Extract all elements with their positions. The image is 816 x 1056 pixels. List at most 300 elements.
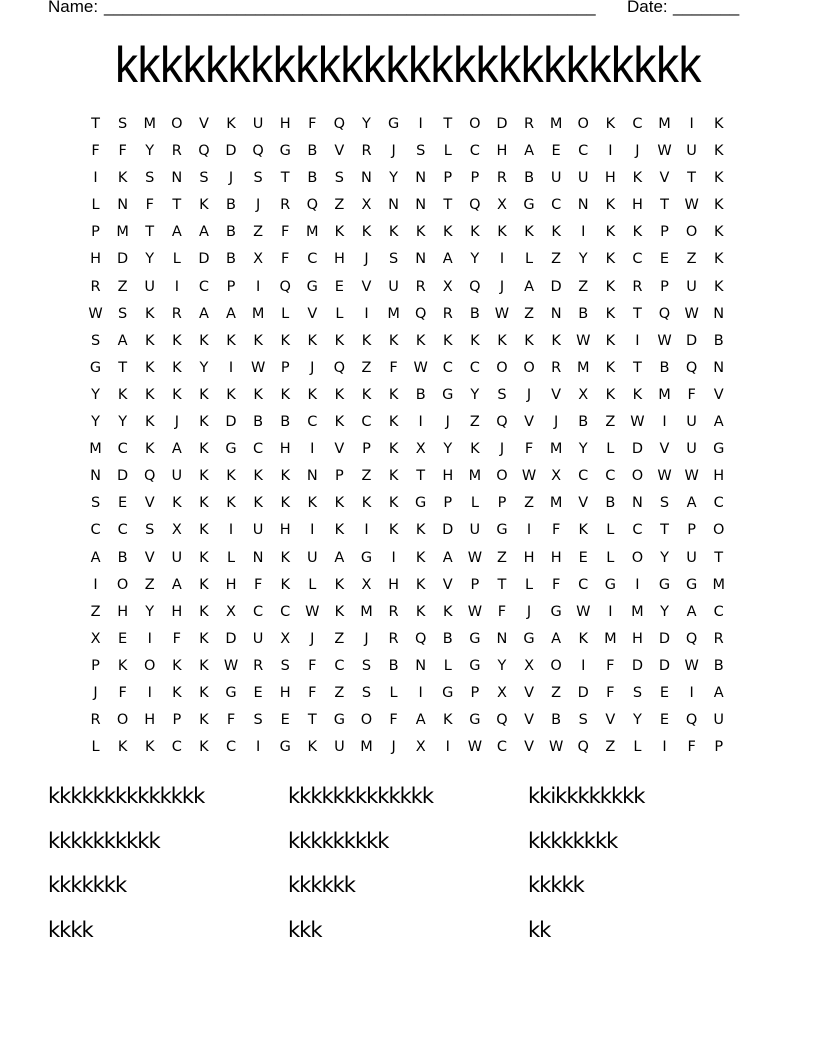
grid-cell[interactable]: Q	[306, 197, 318, 214]
grid-cell[interactable]: L	[525, 251, 534, 268]
grid-cell[interactable]: J	[391, 739, 396, 756]
grid-cell[interactable]: L	[606, 522, 615, 539]
grid-cell[interactable]: Y	[497, 657, 507, 674]
grid-cell[interactable]: K	[415, 576, 426, 593]
grid-cell[interactable]: I	[364, 522, 369, 539]
grid-cell[interactable]: C	[469, 359, 480, 376]
grid-cell[interactable]: Q	[685, 630, 698, 647]
grid-cell[interactable]: W	[576, 332, 591, 349]
grid-cell[interactable]: K	[605, 305, 616, 322]
grid-cell[interactable]: H	[144, 712, 156, 729]
grid-cell[interactable]: J	[364, 251, 369, 268]
grid-cell[interactable]: E	[659, 684, 670, 701]
grid-cell[interactable]: C	[361, 414, 372, 431]
grid-cell[interactable]: I	[635, 576, 640, 593]
grid-cell[interactable]: K	[415, 522, 426, 539]
grid-cell[interactable]: R	[415, 278, 426, 295]
grid-cell[interactable]: K	[443, 224, 453, 241]
grid-cell[interactable]: L	[606, 549, 615, 566]
grid-cell[interactable]: T	[280, 170, 290, 187]
grid-cell[interactable]: Y	[632, 712, 642, 729]
grid-cell[interactable]: T	[118, 359, 128, 376]
grid-cell[interactable]: C	[632, 522, 643, 539]
grid-cell[interactable]: L	[91, 739, 100, 756]
grid-cell[interactable]: W	[467, 603, 483, 620]
grid-cell[interactable]: P	[470, 170, 480, 187]
grid-cell[interactable]: F	[308, 116, 317, 132]
grid-cell[interactable]: T	[497, 576, 507, 593]
grid-cell[interactable]: K	[280, 468, 290, 485]
grid-cell[interactable]: A	[198, 224, 209, 241]
grid-cell[interactable]: C	[171, 739, 182, 756]
grid-cell[interactable]: K	[605, 359, 616, 376]
grid-cell[interactable]: H	[631, 630, 643, 647]
grid-cell[interactable]: K	[388, 468, 399, 485]
grid-cell[interactable]: B	[551, 712, 562, 729]
grid-cell[interactable]: N	[713, 305, 725, 322]
grid-cell[interactable]: W	[630, 414, 645, 431]
grid-cell[interactable]: U	[686, 441, 697, 458]
grid-cell[interactable]: M	[549, 441, 563, 458]
grid-cell[interactable]: P	[335, 468, 344, 485]
grid-cell[interactable]: K	[199, 739, 209, 756]
grid-cell[interactable]: K	[199, 414, 209, 431]
grid-cell[interactable]: J	[526, 603, 532, 620]
grid-cell[interactable]: B	[307, 143, 318, 160]
grid-cell[interactable]: U	[252, 522, 264, 539]
grid-cell[interactable]: C	[253, 441, 264, 458]
grid-cell[interactable]: B	[713, 657, 724, 674]
grid-cell[interactable]: S	[280, 657, 290, 674]
grid-cell[interactable]: C	[307, 414, 318, 431]
grid-cell[interactable]: C	[225, 739, 237, 756]
grid-cell[interactable]: C	[90, 522, 101, 539]
grid-cell[interactable]: I	[228, 522, 234, 539]
grid-cell[interactable]: S	[416, 143, 426, 160]
grid-cell[interactable]: P	[443, 170, 453, 187]
grid-cell[interactable]: F	[145, 197, 154, 214]
grid-cell[interactable]: K	[280, 332, 290, 349]
grid-cell[interactable]: M	[658, 386, 671, 403]
grid-cell[interactable]: H	[604, 170, 616, 187]
grid-cell[interactable]: B	[226, 197, 236, 214]
grid-cell[interactable]: R	[551, 359, 562, 376]
grid-cell[interactable]: K	[524, 332, 534, 349]
grid-cell[interactable]: L	[226, 549, 236, 566]
grid-cell[interactable]: G	[469, 657, 481, 674]
grid-cell[interactable]: L	[470, 495, 479, 512]
grid-cell[interactable]: G	[306, 278, 318, 295]
grid-cell[interactable]: R	[713, 630, 724, 647]
grid-cell[interactable]: A	[686, 495, 697, 512]
grid-cell[interactable]: S	[497, 386, 507, 403]
grid-cell[interactable]: I	[418, 116, 423, 132]
grid-cell[interactable]: G	[442, 684, 454, 701]
grid-cell[interactable]: F	[551, 576, 561, 593]
grid-cell[interactable]: B	[605, 495, 616, 512]
grid-cell[interactable]: G	[523, 197, 535, 214]
grid-cell[interactable]: C	[605, 468, 616, 485]
grid-cell[interactable]: M	[251, 305, 265, 322]
grid-cell[interactable]: H	[279, 441, 291, 458]
grid-cell[interactable]: B	[469, 305, 480, 322]
grid-cell[interactable]: W	[657, 468, 672, 485]
grid-cell[interactable]: D	[686, 332, 698, 349]
grid-cell[interactable]: Y	[145, 143, 155, 160]
grid-cell[interactable]: S	[632, 684, 643, 701]
grid-cell[interactable]: X	[442, 278, 453, 295]
grid-cell[interactable]: K	[144, 305, 155, 322]
grid-cell[interactable]: K	[415, 603, 426, 620]
grid-cell[interactable]: R	[524, 116, 535, 132]
grid-cell[interactable]: R	[171, 305, 182, 322]
grid-cell[interactable]: E	[118, 495, 128, 512]
grid-cell[interactable]: D	[496, 116, 508, 132]
grid-cell[interactable]: W	[88, 305, 103, 322]
grid-cell[interactable]: A	[442, 251, 453, 268]
grid-cell[interactable]: K	[388, 224, 399, 241]
grid-cell[interactable]: B	[280, 414, 291, 431]
grid-cell[interactable]: V	[713, 386, 724, 403]
grid-cell[interactable]: W	[684, 468, 699, 485]
grid-cell[interactable]: F	[524, 441, 534, 458]
grid-cell[interactable]: J	[364, 630, 369, 647]
grid-cell[interactable]: A	[226, 305, 236, 322]
grid-cell[interactable]: L	[443, 143, 452, 160]
grid-cell[interactable]: C	[469, 143, 480, 160]
grid-cell[interactable]: E	[334, 278, 344, 295]
grid-cell[interactable]: L	[389, 684, 398, 701]
grid-cell[interactable]: P	[660, 224, 669, 241]
grid-cell[interactable]: A	[117, 332, 128, 349]
grid-cell[interactable]: S	[253, 170, 263, 187]
grid-cell[interactable]: X	[578, 386, 589, 403]
grid-cell[interactable]: K	[361, 495, 372, 512]
grid-cell[interactable]: I	[391, 549, 396, 566]
grid-cell[interactable]: P	[91, 657, 100, 674]
grid-cell[interactable]: B	[415, 386, 426, 403]
grid-cell[interactable]: X	[496, 197, 507, 214]
grid-cell[interactable]: K	[470, 332, 480, 349]
grid-cell[interactable]: K	[226, 468, 236, 485]
grid-cell[interactable]: Z	[551, 251, 562, 268]
grid-cell[interactable]: V	[144, 549, 155, 566]
grid-cell[interactable]: J	[93, 684, 98, 701]
grid-cell[interactable]: W	[576, 603, 591, 620]
grid-cell[interactable]: M	[712, 576, 725, 593]
grid-cell[interactable]: U	[388, 278, 399, 295]
grid-cell[interactable]: K	[253, 386, 263, 403]
grid-cell[interactable]: E	[280, 712, 290, 729]
grid-cell[interactable]: V	[524, 712, 534, 729]
grid-cell[interactable]: W	[305, 603, 320, 620]
grid-cell[interactable]: S	[145, 522, 155, 539]
grid-cell[interactable]: P	[362, 441, 371, 458]
grid-cell[interactable]: O	[685, 224, 698, 241]
grid-cell[interactable]: O	[469, 116, 481, 132]
grid-cell[interactable]: V	[442, 576, 453, 593]
grid-cell[interactable]: V	[578, 495, 589, 512]
grid-cell[interactable]: N	[550, 305, 562, 322]
grid-cell[interactable]: W	[657, 143, 672, 160]
grid-cell[interactable]: T	[145, 224, 155, 241]
grid-cell[interactable]: K	[713, 143, 724, 160]
grid-cell[interactable]: O	[712, 522, 725, 539]
grid-cell[interactable]: F	[497, 603, 507, 620]
grid-cell[interactable]: F	[226, 712, 236, 729]
grid-cell[interactable]: M	[549, 116, 563, 132]
grid-cell[interactable]: R	[280, 197, 291, 214]
grid-cell[interactable]: Q	[414, 305, 427, 322]
grid-cell[interactable]: Q	[685, 712, 698, 729]
grid-cell[interactable]: V	[659, 441, 670, 458]
grid-cell[interactable]: K	[117, 657, 128, 674]
grid-cell[interactable]: Y	[660, 549, 669, 566]
grid-cell[interactable]: K	[605, 278, 616, 295]
grid-cell[interactable]: I	[228, 359, 234, 376]
grid-cell[interactable]: T	[416, 468, 426, 485]
grid-cell[interactable]: B	[117, 549, 128, 566]
grid-cell[interactable]: S	[253, 712, 263, 729]
grid-cell[interactable]: G	[279, 739, 291, 756]
grid-cell[interactable]: S	[578, 712, 588, 729]
grid-cell[interactable]: M	[604, 630, 617, 647]
grid-cell[interactable]: U	[171, 468, 183, 485]
grid-cell[interactable]: N	[415, 197, 427, 214]
grid-cell[interactable]: T	[172, 197, 182, 214]
grid-cell[interactable]: T	[632, 359, 642, 376]
grid-cell[interactable]: O	[496, 468, 508, 485]
grid-cell[interactable]: G	[469, 712, 481, 729]
grid-cell[interactable]: D	[577, 684, 589, 701]
grid-cell[interactable]: M	[576, 359, 590, 376]
grid-cell[interactable]: Q	[198, 143, 210, 160]
grid-cell[interactable]: R	[388, 603, 399, 620]
grid-cell[interactable]: U	[469, 522, 481, 539]
grid-cell[interactable]: H	[333, 251, 345, 268]
grid-cell[interactable]: K	[117, 170, 128, 187]
grid-cell[interactable]: I	[526, 522, 532, 539]
grid-cell[interactable]: W	[684, 197, 699, 214]
grid-cell[interactable]: Y	[443, 441, 453, 458]
grid-cell[interactable]: K	[605, 224, 616, 241]
grid-cell[interactable]: U	[686, 414, 697, 431]
grid-cell[interactable]: Z	[551, 684, 562, 701]
grid-cell[interactable]: G	[360, 549, 373, 566]
grid-cell[interactable]: K	[578, 522, 588, 539]
grid-cell[interactable]: K	[578, 630, 588, 647]
grid-cell[interactable]: H	[523, 549, 535, 566]
grid-cell[interactable]: H	[279, 684, 291, 701]
grid-cell[interactable]: K	[334, 603, 345, 620]
grid-cell[interactable]: W	[250, 359, 266, 376]
grid-cell[interactable]: K	[199, 657, 209, 674]
grid-cell[interactable]: G	[469, 630, 481, 647]
grid-cell[interactable]: D	[117, 251, 129, 268]
grid-cell[interactable]: G	[442, 386, 454, 403]
grid-cell[interactable]: K	[334, 386, 345, 403]
grid-cell[interactable]: I	[255, 278, 261, 295]
grid-cell[interactable]: Z	[686, 251, 697, 268]
grid-cell[interactable]: O	[631, 468, 644, 485]
grid-cell[interactable]: I	[174, 278, 179, 295]
grid-cell[interactable]: W	[521, 468, 537, 485]
grid-cell[interactable]: K	[144, 359, 155, 376]
grid-cell[interactable]: F	[253, 576, 263, 593]
grid-cell[interactable]: P	[714, 739, 724, 756]
grid-cell[interactable]: I	[147, 684, 152, 701]
grid-cell[interactable]: N	[388, 197, 399, 214]
grid-cell[interactable]: V	[524, 739, 534, 756]
name-field[interactable]: ____________________________________________________	[104, 0, 596, 16]
grid-cell[interactable]: Q	[333, 359, 346, 376]
grid-cell[interactable]: K	[199, 386, 209, 403]
grid-cell[interactable]: Q	[658, 305, 671, 322]
grid-cell[interactable]: A	[524, 143, 534, 160]
grid-cell[interactable]: V	[307, 305, 318, 322]
grid-cell[interactable]: I	[364, 305, 369, 322]
grid-cell[interactable]: W	[548, 739, 564, 756]
grid-cell[interactable]: R	[90, 712, 101, 729]
grid-cell[interactable]: P	[660, 278, 669, 295]
grid-cell[interactable]: H	[117, 603, 129, 620]
grid-cell[interactable]: G	[225, 684, 237, 701]
grid-cell[interactable]: W	[413, 359, 428, 376]
grid-cell[interactable]: Z	[334, 630, 345, 647]
grid-cell[interactable]: S	[361, 657, 372, 674]
grid-cell[interactable]: M	[631, 603, 644, 620]
grid-cell[interactable]: W	[657, 332, 672, 349]
grid-cell[interactable]: S	[334, 170, 344, 187]
grid-cell[interactable]: K	[117, 386, 128, 403]
grid-cell[interactable]: A	[713, 684, 724, 701]
grid-cell[interactable]: K	[253, 332, 263, 349]
grid-cell[interactable]: H	[225, 576, 237, 593]
grid-cell[interactable]: O	[116, 712, 129, 729]
grid-cell[interactable]: Q	[469, 197, 481, 214]
grid-cell[interactable]: K	[334, 224, 345, 241]
grid-cell[interactable]: E	[578, 549, 588, 566]
grid-cell[interactable]: O	[631, 549, 644, 566]
grid-cell[interactable]: K	[334, 576, 345, 593]
grid-cell[interactable]: V	[551, 386, 562, 403]
grid-cell[interactable]: N	[361, 170, 372, 187]
grid-cell[interactable]: G	[685, 576, 698, 593]
grid-cell[interactable]: H	[90, 251, 101, 268]
grid-cell[interactable]: V	[659, 170, 670, 187]
grid-cell[interactable]: E	[551, 143, 561, 160]
grid-cell[interactable]: K	[713, 197, 724, 214]
grid-cell[interactable]: D	[225, 414, 237, 431]
grid-cell[interactable]: D	[658, 657, 671, 674]
grid-cell[interactable]: Z	[117, 278, 128, 295]
grid-cell[interactable]: K	[307, 332, 318, 349]
grid-cell[interactable]: B	[713, 332, 724, 349]
grid-cell[interactable]: K	[172, 657, 182, 674]
grid-cell[interactable]: T	[687, 170, 697, 187]
grid-cell[interactable]: Q	[333, 116, 346, 132]
grid-cell[interactable]: D	[198, 251, 210, 268]
grid-cell[interactable]: M	[360, 603, 373, 620]
grid-cell[interactable]: V	[605, 712, 616, 729]
grid-cell[interactable]: M	[116, 224, 129, 241]
grid-cell[interactable]: G	[333, 712, 346, 729]
grid-cell[interactable]: X	[415, 441, 426, 458]
grid-cell[interactable]: F	[281, 224, 290, 241]
grid-cell[interactable]: K	[497, 332, 507, 349]
grid-cell[interactable]: K	[307, 495, 318, 512]
grid-cell[interactable]: F	[91, 143, 100, 160]
grid-cell[interactable]: K	[524, 224, 534, 241]
grid-cell[interactable]: O	[523, 359, 535, 376]
grid-cell[interactable]: N	[631, 495, 643, 512]
grid-cell[interactable]: E	[659, 712, 670, 729]
grid-cell[interactable]: Z	[144, 576, 155, 593]
grid-cell[interactable]: K	[551, 332, 561, 349]
grid-cell[interactable]: I	[147, 630, 152, 647]
grid-cell[interactable]: G	[550, 603, 562, 620]
grid-cell[interactable]: K	[713, 251, 724, 268]
grid-cell[interactable]: U	[252, 116, 264, 132]
grid-cell[interactable]: F	[308, 684, 317, 701]
grid-cell[interactable]: T	[443, 116, 453, 132]
grid-cell[interactable]: F	[118, 143, 127, 160]
grid-cell[interactable]: Y	[145, 603, 155, 620]
grid-cell[interactable]: H	[388, 576, 400, 593]
grid-cell[interactable]: Z	[524, 305, 535, 322]
grid-cell[interactable]: J	[445, 414, 450, 431]
grid-cell[interactable]: K	[172, 684, 182, 701]
grid-cell[interactable]: K	[172, 332, 182, 349]
grid-cell[interactable]: F	[389, 712, 398, 729]
grid-cell[interactable]: Z	[496, 549, 507, 566]
grid-cell[interactable]: X	[496, 684, 507, 701]
grid-cell[interactable]: A	[524, 278, 534, 295]
grid-cell[interactable]: N	[496, 630, 508, 647]
grid-cell[interactable]: T	[660, 197, 669, 214]
grid-cell[interactable]: W	[223, 657, 239, 674]
grid-cell[interactable]: S	[659, 495, 670, 512]
grid-cell[interactable]: S	[388, 251, 399, 268]
grid-cell[interactable]: C	[307, 251, 318, 268]
grid-cell[interactable]: U	[686, 278, 697, 295]
grid-cell[interactable]: J	[310, 630, 315, 647]
grid-cell[interactable]: I	[255, 739, 261, 756]
grid-cell[interactable]: D	[225, 143, 237, 160]
grid-cell[interactable]: K	[199, 603, 209, 620]
grid-cell[interactable]: C	[117, 441, 128, 458]
grid-cell[interactable]: M	[306, 224, 319, 241]
grid-cell[interactable]: A	[686, 603, 697, 620]
grid-cell[interactable]: P	[470, 576, 480, 593]
grid-cell[interactable]: G	[713, 441, 725, 458]
grid-cell[interactable]: K	[415, 332, 426, 349]
grid-cell[interactable]: G	[415, 495, 427, 512]
grid-cell[interactable]: Y	[470, 386, 480, 403]
grid-cell[interactable]: K	[199, 522, 209, 539]
grid-cell[interactable]: A	[198, 305, 209, 322]
grid-cell[interactable]: K	[280, 386, 290, 403]
grid-cell[interactable]: T	[632, 305, 642, 322]
date-field[interactable]: _______	[673, 0, 740, 16]
grid-cell[interactable]: M	[387, 305, 400, 322]
grid-cell[interactable]: O	[496, 359, 508, 376]
grid-cell[interactable]: E	[659, 251, 670, 268]
grid-cell[interactable]: Y	[389, 170, 398, 187]
grid-cell[interactable]: K	[199, 630, 209, 647]
grid-cell[interactable]: I	[581, 224, 586, 241]
grid-cell[interactable]: I	[635, 332, 640, 349]
